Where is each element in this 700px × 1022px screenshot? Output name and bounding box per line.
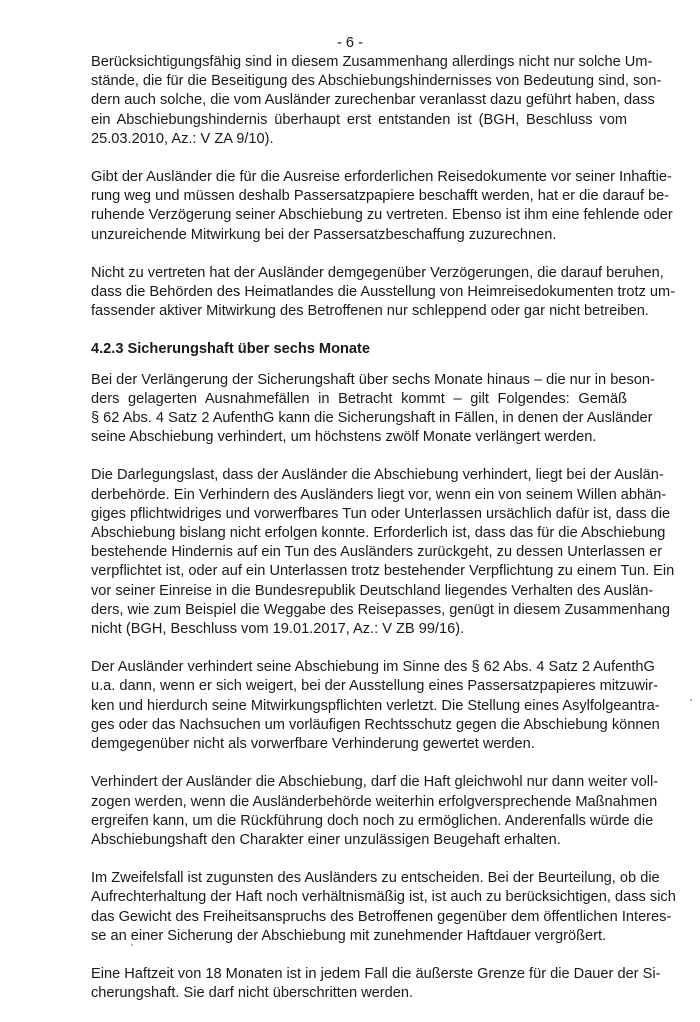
- text-line: ein Abschiebungshindernis überhaupt erst entstanden ist (BGH, Beschluss vom: [91, 111, 627, 128]
- text-line: seine Abschiebung verhindert, um höchstens zwölf Monate verlängert werden.: [91, 429, 597, 446]
- text-line: Verhindert der Ausländer die Abschiebung, darf die Haft gleichwohl nur dann weiter voll-: [91, 774, 659, 791]
- text-line: se an einer Sicherung der Abschiebung mit zunehmender Haftdauer vergrößert.: [91, 927, 607, 944]
- text-line: Der Ausländer verhindert seine Abschiebung im Sinne des § 62 Abs. 4 Satz 2 AufenthG: [91, 659, 655, 676]
- text-line: Die Darlegungslast, dass der Ausländer die Abschiebung verhindert, liegt bei der Auslän-: [91, 467, 664, 484]
- text-line: ges oder das Nachsuchen um vorläufigen Rechtsschutz gegen die Abschiebung können: [91, 716, 660, 733]
- text-line: ders, wie zum Beispiel die Weggabe des Reisepasses, genügt in diesem Zusammenhang: [91, 601, 670, 618]
- text-line: rung weg und müssen deshalb Passersatzpapiere beschafft werden, hat er die darauf be-: [91, 188, 670, 205]
- text-line: das Gewicht des Freiheitsanspruchs des Betroffenen gegenüber dem öffentlichen Interes-: [91, 908, 672, 925]
- text-line: derbehörde. Ein Verhindern des Ausländers liegt vor, wenn ein von seinem Willen abhän-: [91, 486, 667, 503]
- paragraph: [91, 773, 659, 850]
- text-line: 4.2.3 Sicherungshaft über sechs Monate: [91, 341, 370, 358]
- text-line: ders gelagerten Ausnahmefällen in Betracht kommt – gilt Folgendes: Gemäß: [91, 390, 627, 407]
- text-line: Abschiebung bislang nicht erfolgen konnte. Erforderlich ist, dass das für die Abschiebung: [91, 525, 666, 542]
- text-line: Nicht zu vertreten hat der Ausländer demgegenüber Verzögerungen, die darauf beruhen,: [91, 264, 664, 281]
- paragraph: [91, 869, 676, 946]
- text-line: u.a. dann, wenn er sich weigert, bei der Ausstellung eines Passersatzpapieres mitzuwir-: [91, 678, 659, 695]
- page-number: - 6 -: [337, 35, 363, 51]
- text-line: stände, die für die Beseitigung des Abschiebungshindernisses von Bedeutung sind, son-: [91, 73, 662, 90]
- text-line: zogen werden, wenn die Ausländerbehörde weiterhin erfolgversprechende Maßnahmen: [91, 793, 658, 810]
- text-line: vor seiner Einreise in die Bundesrepublik Deutschland liegendes Verhalten des Auslän-: [91, 582, 654, 599]
- paragraph: [91, 658, 660, 754]
- text-line: unzureichende Mitwirkung bei der Passersatzbeschaffung zuzurechnen.: [91, 226, 557, 243]
- text-line: bestehende Hindernis auf ein Tun des Ausländers zurückgeht, zu dessen Unterlassen er: [91, 544, 663, 561]
- text-line: Gibt der Ausländer die für die Ausreise erforderlichen Reisedokumente vor seiner Inhaftie-: [91, 169, 672, 186]
- document-body: [91, 53, 676, 1022]
- text-line: Im Zweifelsfall ist zugunsten des Ausländers zu entscheiden. Bei der Beurteilung, ob die: [91, 870, 660, 887]
- paragraph: [91, 965, 661, 1003]
- text-line: Abschiebungshaft den Charakter einer unzulässigen Beugehaft erhalten.: [91, 831, 561, 848]
- text-line: dass die Behörden des Heimatlandes die Ausstellung von Heimreisedokumenten trotz um-: [91, 284, 676, 301]
- text-line: verpflichtet ist, oder auf ein Unterlassen trotz bestehender Verpflichtung zu einem Tun. Ein: [91, 563, 675, 580]
- text-line: dern auch solche, die vom Ausländer zurechenbar veranlasst dazu geführt haben, dass: [91, 92, 655, 109]
- text-line: Eine Haftzeit von 18 Monaten ist in jedem Fall die äußerste Grenze für die Dauer der Si-: [91, 965, 661, 982]
- text-line: ken und hierdurch seine Mitwirkungspflichten verletzt. Die Stellung eines Asylfolgeantra-: [91, 697, 660, 714]
- scan-speck: [690, 699, 692, 701]
- paragraph: [91, 53, 662, 149]
- text-line: demgegenüber nicht als vorwerfbare Verhinderung gewertet werden.: [91, 736, 535, 753]
- text-line: ergreifen kann, um die Rückführung doch noch zu ermöglichen. Anderenfalls würde die: [91, 812, 654, 829]
- paragraph: [91, 371, 655, 448]
- text-line: Bei der Verlängerung der Sicherungshaft über sechs Monate hinaus – die nur in beson-: [91, 371, 655, 388]
- text-line: ruhende Verzögerung seiner Abschiebung zu vertreten. Ebenso ist ihm eine fehlende oder: [91, 207, 673, 224]
- section-heading: [91, 340, 627, 359]
- paragraph: [91, 168, 673, 245]
- text-line: Aufrechterhaltung der Haft noch verhältnismäßig ist, ist auch zu berücksichtigen, dass sich: [91, 889, 676, 906]
- text-line: fassender aktiver Mitwirkung des Betroffenen nur schleppend oder gar nicht betreiben.: [91, 303, 649, 320]
- text-line: 25.03.2010, Az.: V ZA 9/10).: [91, 130, 274, 147]
- text-line: Berücksichtigungsfähig sind in diesem Zusammenhang allerdings nicht nur solche Um-: [91, 54, 653, 70]
- text-line: cherungshaft. Sie darf nicht überschritten werden.: [91, 985, 414, 1002]
- paragraph: [91, 264, 676, 322]
- text-line: nicht (BGH, Beschluss vom 19.01.2017, Az.: V ZB 99/16).: [91, 621, 465, 638]
- scan-speck: [131, 944, 133, 946]
- text-line: § 62 Abs. 4 Satz 2 AufenthG kann die Sicherungshaft in Fällen, in denen der Ausländer: [91, 410, 653, 427]
- paragraph: [91, 466, 675, 639]
- text-line: giges pflichtwidriges und vorwerfbares Tun oder Unterlassen ursächlich dafür ist, dass die: [91, 505, 671, 522]
